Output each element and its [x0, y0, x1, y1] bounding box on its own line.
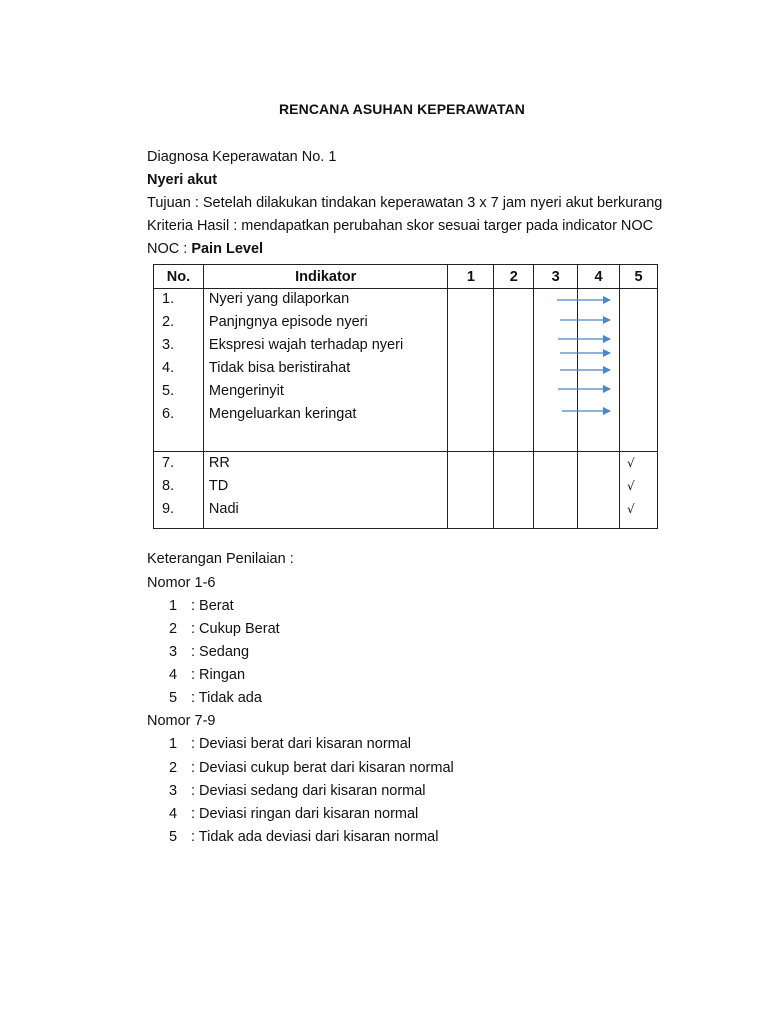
indicator-label: Ekspresi wajah terhadap nyeri	[208, 337, 404, 353]
scale-text: : Deviasi ringan dari kisaran normal	[191, 806, 419, 822]
row-number: 4.	[162, 360, 175, 376]
scale-number: 3	[169, 783, 178, 799]
scale-number: 1	[169, 598, 178, 614]
diagnosis-name: Nyeri akut	[147, 172, 218, 188]
noc-name: Pain Level	[191, 241, 264, 257]
legend-item	[169, 667, 245, 683]
table-row-group-1	[154, 289, 658, 452]
legend-item	[169, 644, 249, 660]
score-cell	[578, 452, 620, 529]
row-number: 1.	[162, 291, 175, 307]
scale-number: 2	[169, 760, 178, 776]
legend-item	[169, 806, 418, 822]
indicator-label: TD	[208, 478, 229, 494]
header-score-1: 1	[448, 265, 494, 289]
header-score-5: 5	[620, 265, 658, 289]
scale-text: : Tidak ada deviasi dari kisaran normal	[191, 829, 439, 845]
group1-indicators	[203, 289, 448, 452]
legend-item	[169, 736, 411, 752]
noc-prefix: NOC :	[147, 241, 192, 257]
header-indicator: Indikator	[203, 265, 448, 289]
scale-text: : Deviasi berat dari kisaran normal	[191, 736, 412, 752]
noc-table	[153, 264, 658, 529]
noc-line	[147, 241, 263, 257]
row-number: 2.	[162, 314, 175, 330]
group2-indicators	[203, 452, 448, 529]
indicator-label: Mengeluarkan keringat	[208, 406, 357, 422]
row-number: 7.	[162, 455, 175, 471]
legend-group1-label: Nomor 1-6	[147, 575, 216, 591]
indicator-label: Tidak bisa beristirahat	[208, 360, 351, 376]
score-cell	[494, 289, 534, 452]
indicator-label: RR	[208, 455, 230, 471]
legend-item	[169, 598, 234, 614]
check-mark: √	[627, 502, 635, 516]
score-cell	[578, 289, 620, 452]
score-cell	[448, 289, 494, 452]
row-number: 3.	[162, 337, 175, 353]
group1-numbers	[154, 289, 204, 452]
scale-number: 4	[169, 667, 178, 683]
row-number: 8.	[162, 478, 175, 494]
scale-text: : Sedang	[191, 644, 250, 660]
document-title: RENCANA ASUHAN KEPERAWATAN	[278, 101, 526, 117]
indicator-label: Panjngnya episode nyeri	[208, 314, 368, 330]
scale-number: 1	[169, 736, 178, 752]
table-row-group-2	[154, 452, 658, 529]
scale-text: : Ringan	[191, 667, 246, 683]
scale-text: : Cukup Berat	[191, 621, 280, 637]
legend-heading: Keterangan Penilaian :	[147, 551, 294, 567]
legend-item	[169, 760, 454, 776]
scale-number: 4	[169, 806, 178, 822]
indicator-label: Mengerinyit	[208, 383, 284, 399]
check-mark: √	[627, 479, 635, 493]
legend-item	[169, 621, 280, 637]
row-number: 9.	[162, 501, 175, 517]
score-cell	[534, 289, 578, 452]
score-cell	[494, 452, 534, 529]
header-score-3: 3	[534, 265, 578, 289]
header-score-4: 4	[578, 265, 620, 289]
row-number: 5.	[162, 383, 175, 399]
score-cell	[534, 452, 578, 529]
scale-text: : Deviasi cukup berat dari kisaran normal	[191, 760, 454, 776]
score-cell	[448, 452, 494, 529]
check-mark: √	[627, 456, 635, 470]
legend-group2-label: Nomor 7-9	[147, 713, 216, 729]
legend-item	[169, 829, 438, 845]
scale-number: 5	[169, 690, 178, 706]
goal-text: Tujuan : Setelah dilakukan tindakan keperawatan 3 x 7 jam nyeri akut berkurang	[147, 195, 663, 211]
legend-item	[169, 690, 262, 706]
scale-text: : Tidak ada	[191, 690, 262, 706]
legend-item	[169, 783, 426, 799]
group2-numbers	[154, 452, 204, 529]
header-score-2: 2	[494, 265, 534, 289]
indicator-label: Nyeri yang dilaporkan	[208, 291, 350, 307]
scale-text: : Deviasi sedang dari kisaran normal	[191, 783, 426, 799]
header-no: No.	[154, 265, 204, 289]
score-cell	[620, 289, 658, 452]
criteria-text: Kriteria Hasil : mendapatkan perubahan skor sesuai targer pada indicator NOC	[147, 218, 654, 234]
table-header-row	[154, 265, 658, 289]
scale-number: 5	[169, 829, 178, 845]
diagnosis-label: Diagnosa Keperawatan No. 1	[147, 149, 337, 165]
scale-number: 3	[169, 644, 178, 660]
row-number: 6.	[162, 406, 175, 422]
indicator-label: Nadi	[208, 501, 239, 517]
score-5-checks	[620, 452, 658, 529]
scale-text: : Berat	[191, 598, 234, 614]
scale-number: 2	[169, 621, 178, 637]
